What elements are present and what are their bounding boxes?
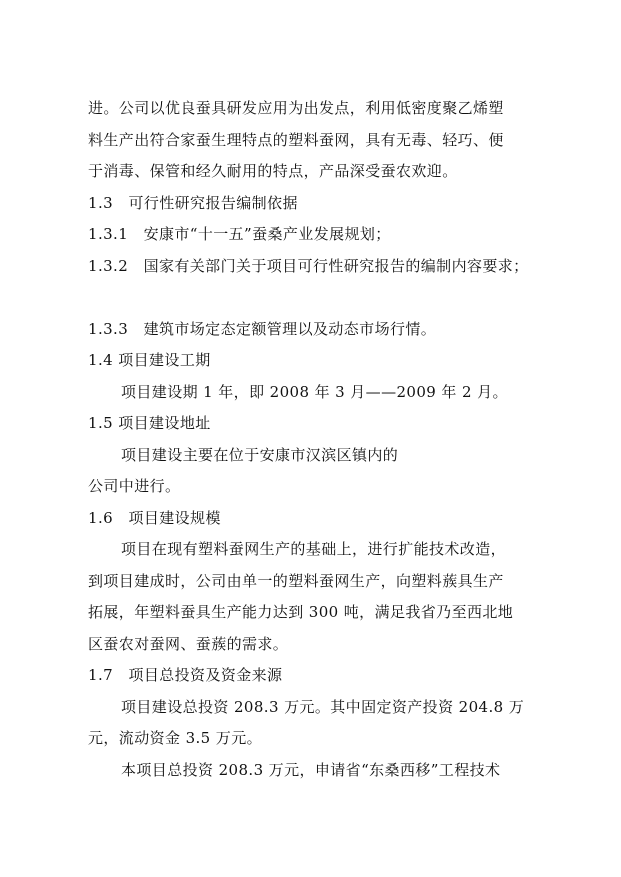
section-heading-1-5: 1.5 项目建设地址 — [88, 414, 211, 432]
paragraph-line: 项目建设期 1 年，即 2008 年 3 月——2009 年 2 月。 — [121, 383, 508, 401]
paragraph-line: 拓展，年塑料蚕具生产能力达到 300 吨，满足我省乃至西北地 — [88, 603, 514, 621]
paragraph-line: 项目建设主要在位于安康市汉滨区镇内的 — [121, 446, 399, 464]
paragraph-line: 到项目建成时，公司由单一的塑料蚕网生产，向塑料蔟具生产 — [88, 572, 504, 590]
subsection-1-3-2: 1.3.2 国家有关部门关于项目可行性研究报告的编制内容要求； — [88, 257, 529, 275]
subsection-1-3-3: 1.3.3 建筑市场定态定额管理以及动态市场行情。 — [88, 320, 437, 338]
paragraph-line: 于消毒、保管和经久耐用的特点，产品深受蚕农欢迎。 — [88, 162, 458, 180]
paragraph-line: 元，流动资金 3.5 万元。 — [88, 729, 262, 747]
paragraph-line: 进。公司以优良蚕具研发应用为出发点，利用低密度聚乙烯塑 — [88, 99, 504, 117]
paragraph-line: 料生产出符合家蚕生理特点的塑料蚕网，具有无毒、轻巧、便 — [88, 131, 504, 149]
paragraph-line: 区蚕农对蚕网、蚕蔟的需求。 — [88, 635, 289, 653]
section-heading-1-4: 1.4 项目建设工期 — [88, 351, 211, 369]
section-heading-1-6: 1.6 项目建设规模 — [88, 509, 221, 527]
section-heading-1-3: 1.3 可行性研究报告编制依据 — [88, 194, 298, 212]
subsection-1-3-1: 1.3.1 安康市“十一五”蚕桑产业发展规划； — [88, 225, 391, 243]
paragraph-line: 公司中进行。 — [88, 477, 181, 495]
paragraph-line: 项目建设总投资 208.3 万元。其中固定资产投资 204.8 万 — [121, 698, 525, 716]
section-heading-1-7: 1.7 项目总投资及资金来源 — [88, 666, 283, 684]
paragraph-line: 本项目总投资 208.3 万元，申请省“东桑西移”工程技术 — [121, 761, 501, 779]
paragraph-line: 项目在现有塑料蚕网生产的基础上，进行扩能技术改造， — [121, 540, 507, 558]
